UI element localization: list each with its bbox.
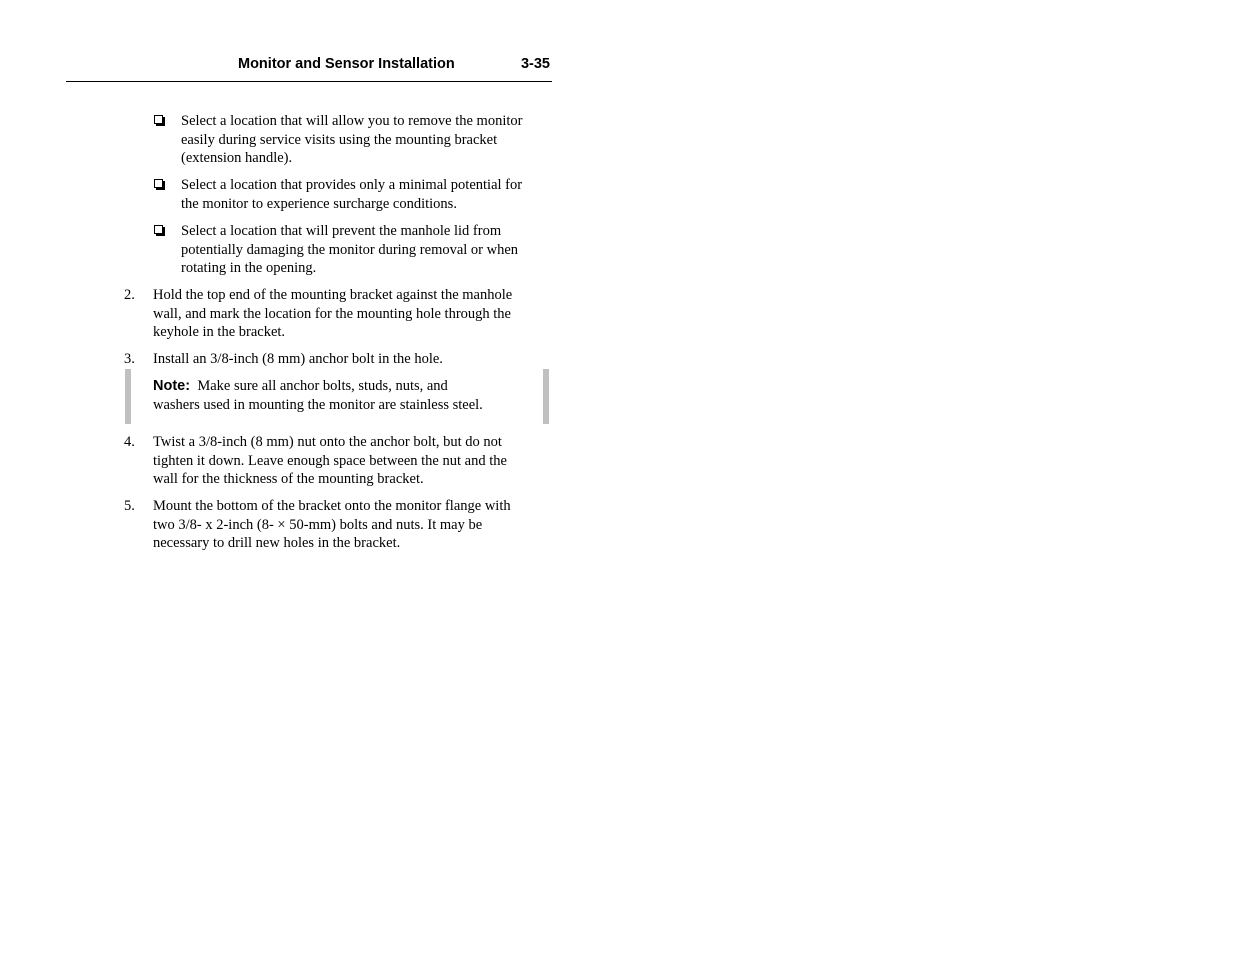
page-header <box>66 54 552 82</box>
note-left-bar <box>125 369 131 424</box>
note-text: Make sure all anchor bolts, studs, nuts, and <box>197 378 448 394</box>
bullet-line: rotating in the opening. <box>181 260 317 276</box>
bullet-item <box>181 112 522 168</box>
step-line: Twist a 3/8-inch (8 mm) nut onto the anchor bolt, but do not <box>153 434 502 450</box>
bullet-line: the monitor to experience surcharge conditions. <box>181 195 457 212</box>
checkbox-bullet-icon <box>154 115 163 124</box>
note-label: Note: <box>153 378 191 394</box>
step-line: Mount the bottom of the bracket onto the monitor flange with <box>153 498 511 514</box>
step-number: 4. <box>124 434 135 450</box>
checkbox-bullet-icon <box>154 179 163 188</box>
step-number: 3. <box>124 351 135 367</box>
step-line: tighten it down. Leave enough space between the nut and the <box>153 452 507 469</box>
step-text <box>153 497 511 553</box>
step-text <box>153 350 443 369</box>
step-line: Install an 3/8-inch (8 mm) anchor bolt in the hole. <box>153 351 443 367</box>
step-number: 5. <box>124 498 135 514</box>
bullet-line: Select a location that will allow you to remove the monitor <box>181 113 523 129</box>
step-text <box>153 286 512 342</box>
step-line: necessary to drill new holes in the bracket. <box>153 535 401 551</box>
bullet-line: easily during service visits using the mounting bracket <box>181 131 498 148</box>
bullet-item <box>181 176 522 213</box>
step-line: two 3/8- x 2-inch (8- × 50-mm) bolts and nuts. It may be <box>153 516 483 533</box>
bullet-line: (extension handle). <box>181 150 293 166</box>
step-text <box>153 433 507 489</box>
step-line: Hold the top end of the mounting bracket against the manhole <box>153 287 513 303</box>
step-number: 2. <box>124 287 135 303</box>
page-number: 3-35 <box>520 56 550 72</box>
note-right-bar <box>543 369 549 424</box>
section-title: Monitor and Sensor Installation <box>238 56 455 72</box>
note-box <box>153 377 483 414</box>
bullet-line: Select a location that provides only a minimal potential for <box>181 177 523 193</box>
step-line: wall for the thickness of the mounting bracket. <box>153 471 424 487</box>
bullet-line: Select a location that will prevent the manhole lid from <box>181 223 502 239</box>
step-line: wall, and mark the location for the mounting hole through the <box>153 305 511 322</box>
bullet-line: potentially damaging the monitor during removal or when <box>181 241 519 258</box>
step-line: keyhole in the bracket. <box>153 324 286 340</box>
checkbox-bullet-icon <box>154 225 163 234</box>
bullet-item <box>181 222 518 278</box>
note-text-line2: washers used in mounting the monitor are stainless steel. <box>153 396 483 413</box>
